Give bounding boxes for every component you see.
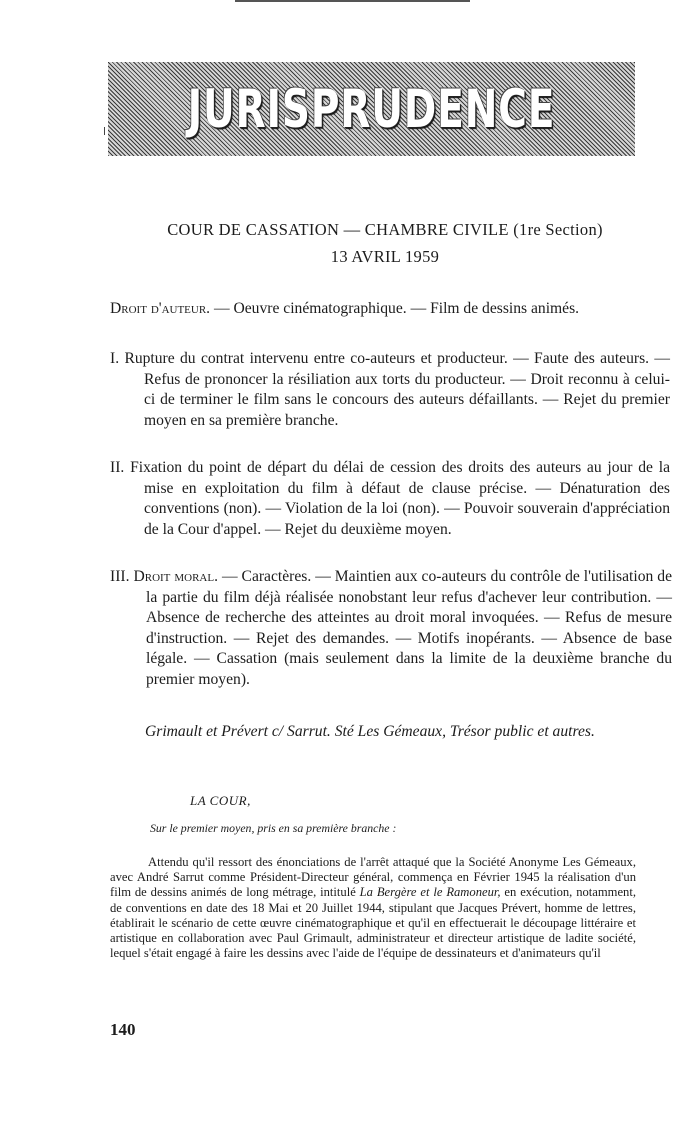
- la-cour-heading: LA COUR,: [190, 793, 251, 808]
- point-label: II.: [110, 459, 125, 476]
- summary-point-1: [110, 349, 670, 431]
- point-lead: Droit moral.: [133, 568, 218, 585]
- page-number: 140: [110, 1020, 136, 1039]
- body-text-2: en exécution, notamment, de conventions en date des 18 Mai et 20 Juillet 1944, stipulant que Jacques Prévert, homme de lettres, établirait le scénario de cette œuvre cinématographique et qu'il en effectuerait le découpage littéraire et artistique en collaboration avec Paul Grimault, administrateur et directeur artistique de ladite société, lequel s'était engagé à faire les dessins avec l'aide de l'équipe de dessinateurs et d'animateurs qu'il: [110, 885, 636, 961]
- body-text-1: Attendu qu'il ressort des énonciations de l'arrêt attaqué que la Société Anonyme Les Gémeaux, avec André Sarrut comme Président-Directeur général, commença en Février 1945 la réalisation d'un film de dessins animés de long métrage, intitulé: [110, 855, 636, 900]
- summary-intro: [110, 299, 670, 320]
- point-text: Fixation du point de départ du délai de cession des droits des auteurs au jour de la mise en exploitation du film à défaut de clause précise. — Dénaturation des conventions (non). — Violation de la loi (non). — Pouvoir souverain d'appréciation de la Cour d'appel. — Rejet du deuxième moyen.: [130, 459, 670, 538]
- court-date: 13 AVRIL 1959: [330, 247, 440, 266]
- parties: Grimault et Prévert c/ Sarrut. Sté Les Gémeaux, Trésor public et autres.: [145, 723, 595, 740]
- summary-point-3: [110, 567, 672, 691]
- point-label: I.: [110, 350, 120, 367]
- film-title: La Bergère et le Ramoneur,: [359, 885, 501, 900]
- point-label: III.: [110, 568, 130, 585]
- section-banner: [108, 62, 635, 156]
- court-name: COUR DE CASSATION — CHAMBRE CIVILE (1re Section): [167, 220, 603, 239]
- top-rule: [235, 0, 470, 2]
- judgment-body: [110, 855, 636, 961]
- point-text: — Caractères. — Maintien aux co-auteurs du contrôle de l'utilisation de la partie du film déjà réalisée nonobstant leur refus d'achever leur contribution. — Absence de recherche des atteintes au droit moral invoquées. — Refus de mesure d'instruction. — Rejet des demandes. — Motifs inopérants. — Absence de base légale. — Cassation (mais seulement dans la limite de la deuxième branche du premier moyen).: [146, 568, 673, 688]
- point-text: Rupture du contrat intervenu entre co-auteurs et producteur. — Faute des auteurs. — Refus de prononcer la résiliation aux torts du producteur. — Droit reconnu à celui-ci de terminer le film sans le concours des auteurs défaillants. — Rejet du premier moyen en sa première branche.: [124, 350, 670, 429]
- summary-point-2: [110, 458, 670, 540]
- margin-mark: [104, 127, 105, 135]
- judgment-paragraph: [110, 855, 636, 961]
- banner-title: JURISPRUDENCE: [187, 78, 556, 140]
- summary-intro-text: — Oeuvre cinématographique. — Film de dessins animés.: [210, 300, 580, 317]
- sub-heading: Sur le premier moyen, pris en sa première branche :: [150, 821, 397, 835]
- summary-intro-lead: Droit d'auteur.: [110, 300, 211, 317]
